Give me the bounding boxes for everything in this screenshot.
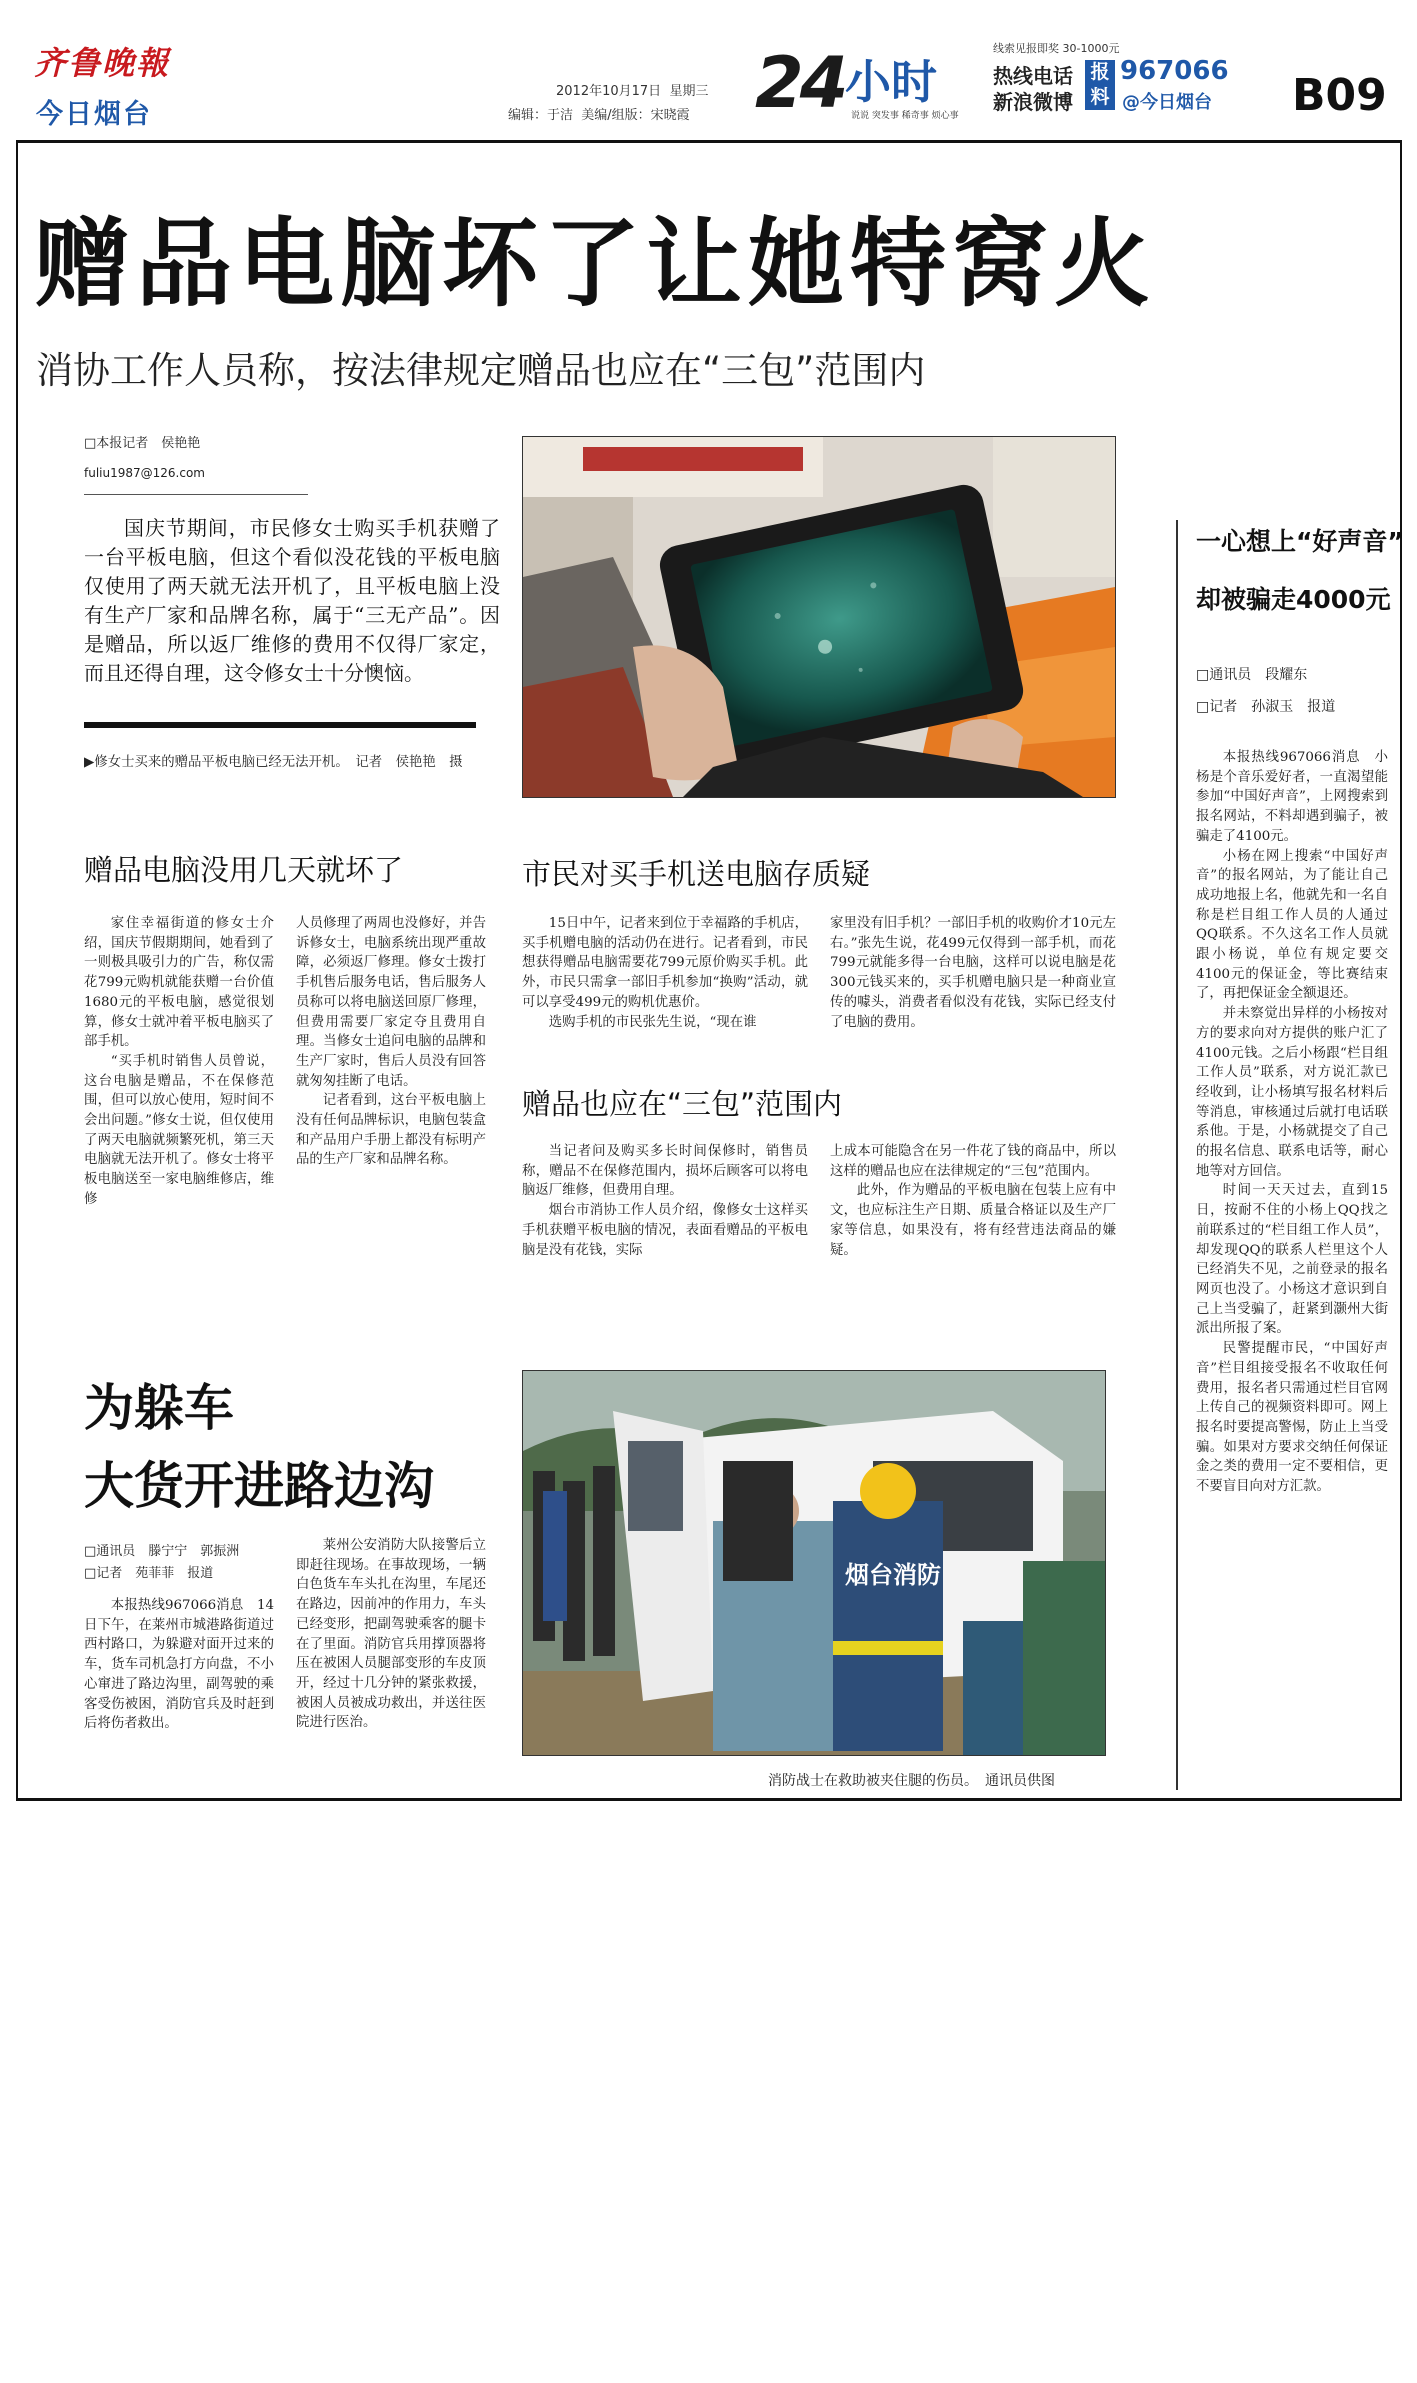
sidebar-byline-2: □记者 孙淑玉 报道 [1196,699,1336,715]
truck-byline-1: □通讯员 滕宁宁 郭振洲 [84,1544,240,1559]
editor-credits [508,104,690,123]
sidebar-body [1196,748,1388,1497]
region-name: 今日烟台 [36,99,152,130]
section2-column-2 [830,914,1116,1032]
tip-reward: 线索见报即奖 30-1000元 [993,42,1120,55]
section-tagline: 说说 突发事 稀奇事 烦心事 [851,111,959,121]
date-text: 2012年10月17日 [556,84,662,99]
truck-title-line1: 为躲车 [84,1379,234,1437]
vest-lettering: 烟台消防 [845,1561,941,1589]
tablet-photo-illustration [523,437,1115,797]
newspaper-logo: 齐鲁晚報 [34,44,171,82]
paragraph: 选购手机的市民张先生说，“现在谁 [548,1014,757,1030]
section2-column-1 [522,914,808,1032]
byline-divider [84,494,308,495]
section-number: 24 [755,42,845,124]
tablet-photo [522,436,1116,798]
paragraph: 家里没有旧手机？一部旧手机的收购价才10元左右。”张先生说，花499元仅得到一部手机，而花799元就能多得一台电脑，这样可以说电脑是花300元钱买来的，买手机赠电脑只是一种商业宣传的噱头，消费者看似没有花钱，实际已经支付了电脑的费用。 [830,916,1116,1030]
section-title-broken-computer: 赠品电脑没用几天就坏了 [84,853,404,887]
lead-headline: 赠品电脑坏了让她特窝火 [34,208,1156,320]
paragraph: 当记者问及购买多长时间保修时，销售员称，赠品不在保修范围内，损坏后顾客可以将电脑返厂维修，但费用自理。 [522,1144,808,1199]
truck-title-line2: 大货开进路边沟 [84,1457,434,1515]
paragraph: 上成本可能隐含在另一件花了钱的商品中，所以这样的赠品也应在法律规定的“三包”范围内。 [830,1144,1116,1179]
weibo-handle: @今日烟台 [1122,92,1212,113]
truck-column-1 [84,1596,274,1734]
section1-column-2 [296,914,486,1170]
hotline-number: 967066 [1120,56,1229,86]
weekday-text: 星期三 [669,84,709,99]
rescue-photo-caption: 消防战士在救助被夹住腿的伤员。 通讯员供图 [768,1773,1055,1789]
paragraph: 本报热线967066消息 小杨是个音乐爱好者，一直渴望能参加“中国好声音”，上网搜索到报名网站，不料却遇到骗子，被骗走了4100元。 [1196,750,1388,844]
section-logo [755,44,1005,124]
section1-column-1 [84,914,274,1210]
lead-subhead: 消协工作人员称，按法律规定赠品也应在“三包”范围内 [36,349,926,392]
paragraph: 并未察觉出异样的小杨按对方的要求向对方提供的账户汇了4100元钱。之后小杨跟“栏目组工作人员”联系，对方说汇款已经收到，让小杨填写报名材料后等消息，审核通过后就打电话联系他。于是，小杨就提交了自己的报名信息、联系电话等，耐心地等对方回信。 [1196,1006,1388,1179]
rescue-photo [522,1370,1106,1756]
lead-email: fuliu1987@126.com [84,466,205,480]
sidebar-byline-1: □通讯员 段耀东 [1196,667,1308,683]
sidebar-title-line1: 一心想上“好声音” [1196,527,1404,556]
paragraph: 人员修理了两周也没修好，并告诉修女士，电脑系统出现严重故障，必须返厂修理。修女士拨打手机售后服务电话，售后服务人员称可以将电脑送回原厂修理，但费用需要厂家定夺且费用自理。当修女士追问电脑的品牌和生产厂家时，售后人员没有回答就匆匆挂断了电话。 [296,916,486,1089]
truck-column-2 [296,1536,486,1733]
paragraph: 记者看到，这台平板电脑上没有任何品牌标识，电脑包装盒和产品用户手册上都没有标明产品的生产厂家和品牌名称。 [296,1093,486,1168]
design-text: 美编/组版：宋晓霞 [581,108,690,123]
right-rule [1400,140,1402,1800]
paragraph: 烟台市消协工作人员介绍，像修女士这样买手机获赠平板电脑的情况，表面看赠品的平板电脑是没有花钱，实际 [522,1203,808,1258]
paragraph: 民警提醒市民，“中国好声音”栏目组接受报名不收取任何费用，报名者只需通过栏目官网上传自己的视频资料即可。网上报名时要提高警惕，防止上当受骗。如果对方要求交纳任何保证金之类的费用一定不要相信，更不要盲目向对方汇款。 [1196,1341,1388,1495]
paragraph: 时间一天天过去，直到15日，按耐不住的小杨上QQ找之前联系过的“栏目组工作人员”，却发现QQ的联系人栏里这个人已经消失不见，之前登录的报名网页也没了。小杨这才意识到自己上当受骗了，赶紧到灏州大街派出所报了案。 [1196,1183,1388,1337]
bottom-rule [16,1798,1402,1801]
truck-byline-2: □记者 苑菲菲 报道 [84,1566,214,1581]
paragraph: 本报热线967066消息 14日下午，在莱州市城港路街道过西村路口，为躲避对面开过来的车，货车司机急打方向盘，不小心窜进了路边沟里，副驾驶的乘客受伤被困，消防官兵及时赶到后将伤者救出。 [84,1598,274,1732]
sidebar-rule [1176,520,1178,1790]
hotline-label: 热线电话 [993,64,1073,88]
rescue-photo-illustration [523,1371,1105,1755]
lead-intro: 国庆节期间，市民修女士购买手机获赠了一台平板电脑，但这个看似没花钱的平板电脑仅使用了两天就无法开机了，且平板电脑上没有生产厂家和品牌名称，属于“三无产品”。因是赠品，所以返厂维修的费用不仅得厂家定，而且还得自理，这令修女士十分懊恼。 [84,516,500,685]
section3-column-2 [830,1142,1116,1260]
lead-byline: □本报记者 侯艳艳 [84,436,201,451]
paragraph: 15日中午，记者来到位于幸福路的手机店，买手机赠电脑的活动仍在进行。记者看到，市民想获得赠品电脑需要花799元原价购买手机。此外，市民只需拿一部旧手机参加“换购”活动，就可以享受499元的购机优惠价。 [522,916,808,1010]
section-name: 小时 [845,55,937,109]
page-code: B09 [1292,70,1387,121]
section-title-warranty: 赠品也应在“三包”范围内 [522,1087,843,1121]
top-rule [16,140,1402,143]
editor-text: 编辑：于洁 [508,108,574,123]
left-rule [16,140,18,1800]
tablet-photo-caption: ▶修女士买来的赠品平板电脑已经无法开机。 记者 侯艳艳 摄 [84,755,463,770]
paragraph: “买手机时销售人员曾说，这台电脑是赠品，不在保修范围，但可以放心使用，短时间不会出问题。”修女士说，但仅使用了两天电脑就频繁死机，第三天电脑就无法开机了。修女士将平板电脑送至一家电脑维修店，维修 [84,1053,274,1207]
intro-rule [84,722,476,728]
sidebar-title-line2: 却被骗走4000元 [1196,585,1391,614]
paragraph: 此外，作为赠品的平板电脑在包装上应有中文，也应标注生产日期、质量合格证以及生产厂家等信息，如果没有，将有经营违法商品的嫌疑。 [830,1183,1116,1258]
section3-column-1 [522,1142,808,1260]
paragraph: 家住幸福街道的修女士介绍，国庆节假期期间，她看到了一则极具吸引力的广告，称仅需花799元购机就能获赠一台价值1680元的平板电脑，感觉很划算，修女士就冲着平板电脑买了部手机。 [84,916,274,1050]
report-badge: 报料 [1085,60,1115,110]
weibo-label: 新浪微博 [993,90,1073,114]
paragraph: 小杨在网上搜索“中国好声音”的报名网站，为了能让自己成功地报上名，他就先和一名自称是栏目组工作人员的人通过QQ联系。不久这名工作人员就跟小杨说，单位有规定要交4100元的保证金，等比赛结束了，再把保证金全额退还。 [1196,848,1388,1002]
issue-date [556,80,708,99]
paragraph: 莱州公安消防大队接警后立即赶往现场。在事故现场，一辆白色货车车头扎在沟里，车尾还在路边，因前冲的作用力，车头已经变形，把副驾驶乘客的腿卡在了里面。消防官兵用撑顶器将压在被困人员腿部变形的车皮顶开，经过十几分钟的紧张救援，被困人员被成功救出，并送往医院进行医治。 [296,1538,486,1731]
section-title-doubt: 市民对买手机送电脑存质疑 [522,857,871,891]
